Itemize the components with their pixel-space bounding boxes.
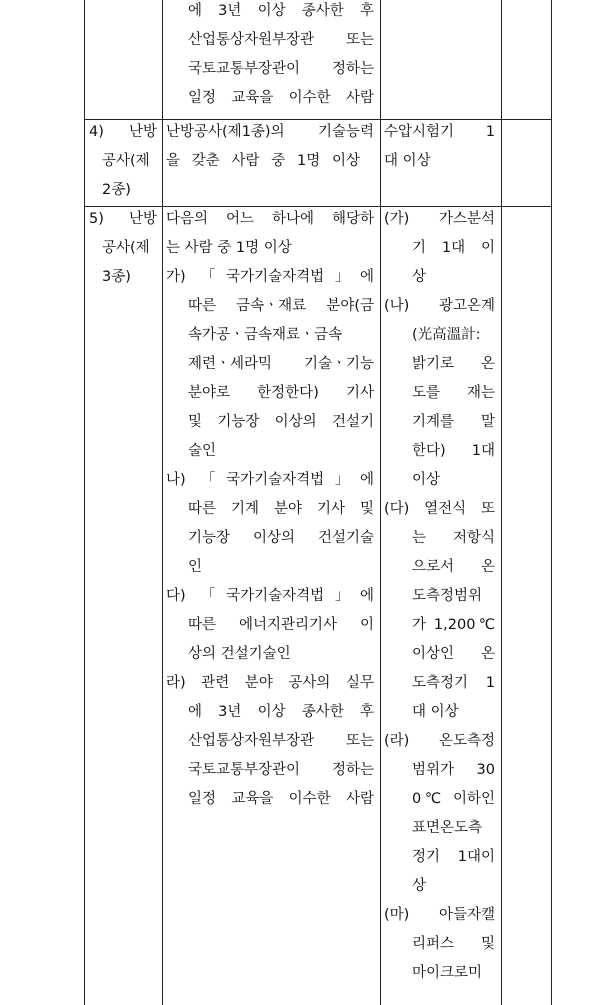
table-border bbox=[551, 0, 552, 1005]
requirement-line: 다음의 어느 하나에 해당하 bbox=[166, 211, 374, 227]
equipment-line: 마이크로미 bbox=[412, 965, 483, 981]
requirement-line: 는 사람 중 1명 이상 bbox=[166, 240, 292, 256]
requirement-line: 일정 교육을 이수한 사람 bbox=[188, 791, 374, 807]
requirement-line: 술인 bbox=[188, 443, 217, 459]
requirement-line: 분야로 한정한다) 기사 bbox=[188, 385, 374, 401]
requirement-line: 속가공ㆍ금속재료ㆍ금속 bbox=[188, 327, 343, 343]
equipment-line: 기계를 말 bbox=[412, 414, 495, 430]
requirement-line: 국토교통부장관이 정하는 bbox=[188, 61, 374, 77]
equipment-line: 표면온도측 bbox=[412, 820, 483, 836]
equipment-line: (가) 가스분석 bbox=[384, 211, 495, 227]
type-cell-line: 2종) bbox=[102, 182, 131, 198]
requirement-line: 제련ㆍ세라믹 기술ㆍ기능 bbox=[188, 356, 374, 372]
equipment-line: 대 이상 bbox=[384, 153, 431, 169]
type-cell-line: 4) 난방 bbox=[89, 124, 157, 140]
requirement-line: 에 3년 이상 종사한 후 bbox=[188, 704, 374, 720]
requirement-line: 기능장 이상의 건설기술 bbox=[188, 530, 374, 546]
equipment-line: 한다) 1대 bbox=[412, 443, 495, 459]
equipment-line: 가 1,200℃ bbox=[412, 617, 495, 633]
requirement-line: 난방공사(제1종)의 기술능력 bbox=[166, 124, 374, 140]
table-border bbox=[84, 0, 85, 1005]
table-border bbox=[501, 0, 502, 1005]
equipment-line: 수압시험기 1 bbox=[384, 124, 495, 140]
equipment-line: 밝기로 온 bbox=[412, 356, 495, 372]
requirement-line: 일정 교육을 이수한 사람 bbox=[188, 90, 374, 106]
equipment-line: 이상인 온 bbox=[412, 646, 495, 662]
requirement-line: 따른 기계 분야 기사 및 bbox=[188, 501, 374, 517]
equipment-line: 리퍼스 및 bbox=[412, 936, 495, 952]
requirement-line: 따른 에너지관리기사 이 bbox=[188, 617, 374, 633]
equipment-line: 0℃ 이하인 bbox=[412, 791, 495, 807]
equipment-line: 도를 재는 bbox=[412, 385, 495, 401]
requirement-line: 가) 「국가기술자격법」에 bbox=[166, 269, 374, 285]
requirement-line: 에 3년 이상 종사한 후 bbox=[188, 3, 374, 19]
equipment-line: 범위가 30 bbox=[412, 762, 495, 778]
equipment-line: 이상 bbox=[412, 472, 441, 488]
requirement-line: 상의 건설기술인 bbox=[188, 646, 291, 662]
equipment-line: 상 bbox=[412, 878, 427, 894]
equipment-line: 정기 1대이 bbox=[412, 849, 495, 865]
table-border bbox=[380, 0, 381, 1005]
equipment-line: 도측정범위 bbox=[412, 588, 483, 604]
equipment-line: 상 bbox=[412, 269, 427, 285]
type-cell-line: 5) 난방 bbox=[89, 211, 157, 227]
equipment-line: 는 저항식 bbox=[412, 530, 495, 546]
equipment-line: (나) 광고온계 bbox=[384, 298, 495, 314]
requirement-line: 인 bbox=[188, 559, 203, 575]
requirement-line: 라) 관련 분야 공사의 실무 bbox=[166, 675, 374, 691]
requirement-line: 국토교통부장관이 정하는 bbox=[188, 762, 374, 778]
requirement-line: 다) 「국가기술자격법」에 bbox=[166, 588, 374, 604]
equipment-line: 으로서 온 bbox=[412, 559, 495, 575]
equipment-line: (다) 열전식 또 bbox=[384, 501, 495, 517]
table-border bbox=[162, 0, 163, 1005]
equipment-line: (光高溫計: bbox=[412, 327, 481, 343]
equipment-line: 기 1대 이 bbox=[412, 240, 495, 256]
equipment-line: (마) 아들자캘 bbox=[384, 907, 495, 923]
requirement-line: 을 갖춘 사람 중 1명 이상 bbox=[166, 153, 360, 169]
requirement-line: 산업통상자원부장관 또는 bbox=[188, 32, 374, 48]
requirement-line: 및 기능장 이상의 건설기 bbox=[188, 414, 374, 430]
requirement-line: 따른 금속ㆍ재료 분야(금 bbox=[188, 298, 374, 314]
requirement-line: 산업통상자원부장관 또는 bbox=[188, 733, 374, 749]
type-cell-line: 공사(제 bbox=[102, 153, 150, 169]
equipment-line: 도측정기 1 bbox=[412, 675, 495, 691]
type-cell-line: 공사(제 bbox=[102, 240, 150, 256]
type-cell-line: 3종) bbox=[102, 269, 131, 285]
requirement-line: 나) 「국가기술자격법」에 bbox=[166, 472, 374, 488]
equipment-line: (라) 온도측정 bbox=[384, 733, 495, 749]
equipment-line: 대 이상 bbox=[412, 704, 459, 720]
